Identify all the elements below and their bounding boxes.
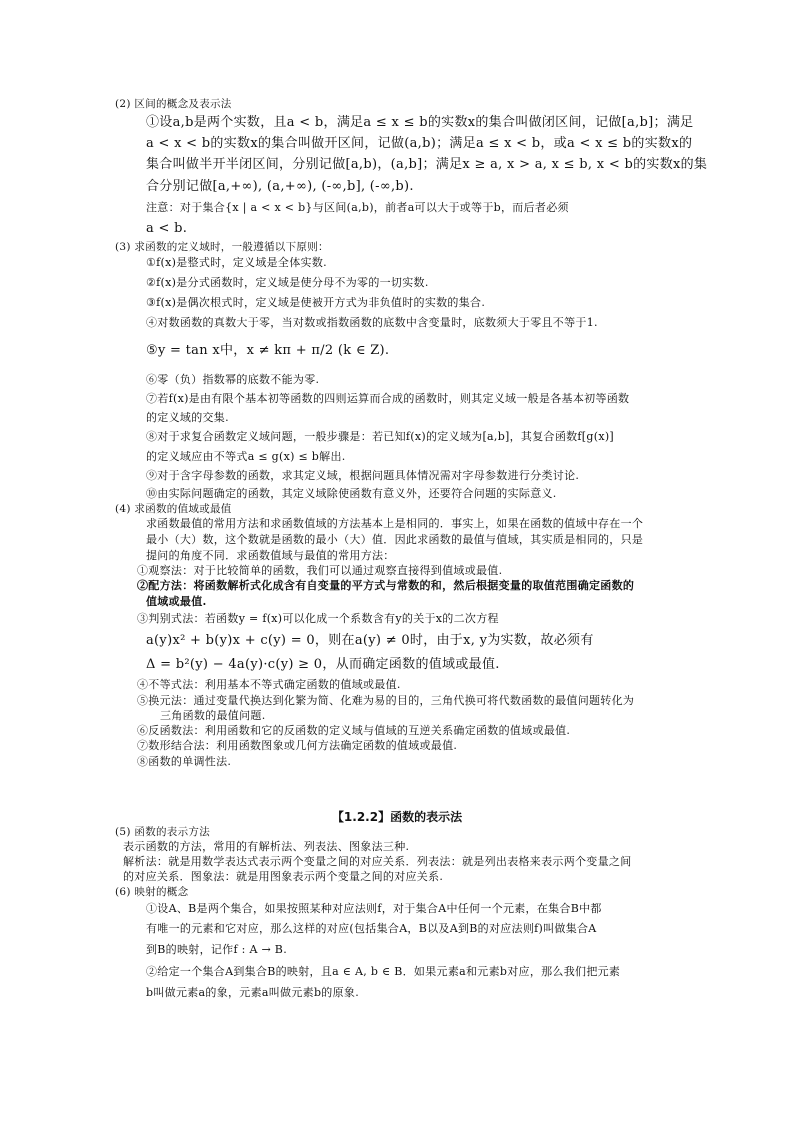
text-line: 的对应关系．图象法：就是用图象表示两个变量之间的对应关系. bbox=[123, 870, 444, 883]
text-line: (4) 求函数的值域或最值 bbox=[115, 503, 232, 515]
text-line: ⑥零（负）指数幂的底数不能为零. bbox=[146, 373, 320, 386]
text-line: ⑦数形结合法：利用函数图象或几何方法确定函数的值域或最值. bbox=[137, 739, 458, 752]
section-title: 【1.2.2】函数的表示法 bbox=[331, 810, 463, 824]
text-line: 到B的映射，记作f : A → B. bbox=[146, 943, 287, 956]
text-line: ⑧对于求复合函数定义域问题，一般步骤是：若已知f(x)的定义域为[a,b]，其复合函数f[g(x)] bbox=[146, 430, 615, 443]
text-line: 的定义域的交集. bbox=[146, 411, 229, 424]
text-line: ⑤y = tan x中，x ≠ kπ + π/2 (k ∈ Z). bbox=[146, 343, 390, 358]
text-line: a(y)x² + b(y)x + c(y) = 0，则在a(y) ≠ 0时，由于x, y为实数，故必须有 bbox=[146, 633, 594, 648]
text-line: a < x < b的实数x的集合叫做开区间，记做(a,b)；满足a ≤ x < b，或a < x ≤ b的实数x的 bbox=[146, 136, 693, 151]
text-line: ①f(x)是整式时，定义域是全体实数. bbox=[146, 256, 327, 269]
text-line: ③判别式法：若函数y = f(x)可以化成一个系数含有y的关于x的二次方程 bbox=[137, 612, 499, 625]
text-line: 注意：对于集合{x | a < x < b}与区间(a,b)，前者a可以大于或等于b，而后者必须 bbox=[146, 201, 569, 214]
text-line: 集合叫做半开半闭区间，分别记做[a,b)，(a,b]；满足x ≥ a, x > a, x ≤ b, x < b的实数x的集 bbox=[146, 157, 708, 172]
text-line: 值域或最值. bbox=[146, 595, 207, 608]
text-line: (3) 求函数的定义域时，一般遵循以下原则： bbox=[115, 241, 329, 253]
text-line: ②给定一个集合A到集合B的映射，且a ∈ A, b ∈ B．如果元素a和元素b对应，那么我们把元素 bbox=[146, 965, 621, 978]
text-line: ①观察法：对于比较简单的函数，我们可以通过观察直接得到值域或最值. bbox=[137, 564, 503, 577]
text-line: 合分别记做[a,+∞), (a,+∞), (-∞,b], (-∞,b). bbox=[146, 179, 414, 194]
text-line: (6) 映射的概念 bbox=[115, 886, 189, 898]
text-line: (5) 函数的表示方法 bbox=[115, 826, 211, 838]
text-line: ⑨对于含字母参数的函数，求其定义域，根据问题具体情况需对字母参数进行分类讨论. bbox=[146, 469, 580, 482]
text-line: ②配方法：将函数解析式化成含有自变量的平方式与常数的和，然后根据变量的取值范围确定函数的 bbox=[137, 579, 635, 592]
text-line: ⑧函数的单调性法. bbox=[137, 755, 232, 768]
text-line: b叫做元素a的象，元素a叫做元素b的原象. bbox=[146, 986, 359, 999]
text-line: a < b. bbox=[146, 221, 188, 236]
text-line: ④对数函数的真数大于零，当对数或指数函数的底数中含变量时，底数须大于零且不等于1. bbox=[146, 316, 598, 329]
text-line: ①设a,b是两个实数，且a < b，满足a ≤ x ≤ b的实数x的集合叫做闭区间，记做[a,b]；满足 bbox=[146, 115, 694, 130]
text-line: ①设A、B是两个集合，如果按照某种对应法则f，对于集合A中任何一个元素，在集合B中都 bbox=[146, 902, 602, 915]
text-line: ⑥反函数法：利用函数和它的反函数的定义域与值域的互逆关系确定函数的值域或最值. bbox=[137, 724, 571, 737]
text-line: ②f(x)是分式函数时，定义域是使分母不为零的一切实数. bbox=[146, 276, 429, 289]
text-line: ⑤换元法：通过变量代换达到化繁为简、化难为易的目的，三角代换可将代数函数的最值问题转化为 bbox=[137, 694, 635, 707]
text-line: 最小（大）数，这个数就是函数的最小（大）值．因此求函数的最值与值域，其实质是相同的，只是 bbox=[146, 533, 644, 546]
text-line: 表示函数的方法，常用的有解析法、列表法、图象法三种. bbox=[123, 840, 410, 853]
text-line: ⑩由实际问题确定的函数，其定义域除使函数有意义外，还要符合问题的实际意义. bbox=[146, 487, 557, 500]
text-line: (2) 区间的概念及表示法 bbox=[115, 98, 232, 110]
text-line: ③f(x)是偶次根式时，定义域是使被开方式为非负值时的实数的集合. bbox=[146, 296, 486, 309]
text-line: ⑦若f(x)是由有限个基本初等函数的四则运算而合成的函数时，则其定义域一般是各基本初等函数 bbox=[146, 392, 630, 405]
text-line: 提问的角度不同．求函数值域与最值的常用方法： bbox=[146, 549, 395, 562]
text-line: Δ = b²(y) − 4a(y)·c(y) ≥ 0，从而确定函数的值域或最值. bbox=[146, 657, 500, 672]
text-line: 三角函数的最值问题. bbox=[160, 709, 266, 722]
text-line: 解析法：就是用数学表达式表示两个变量之间的对应关系．列表法：就是列出表格来表示两个变量之间 bbox=[123, 855, 632, 868]
text-line: ④不等式法：利用基本不等式确定函数的值域或最值. bbox=[137, 678, 401, 691]
text-line: 求函数最值的常用方法和求函数值域的方法基本上是相同的．事实上，如果在函数的值域中存在一个 bbox=[146, 517, 644, 530]
text-line: 有唯一的元素和它对应，那么这样的对应(包括集合A，B以及A到B的对应法则f)叫做集合A bbox=[146, 922, 597, 935]
text-line: 的定义域应由不等式a ≤ g(x) ≤ b解出. bbox=[146, 450, 346, 463]
